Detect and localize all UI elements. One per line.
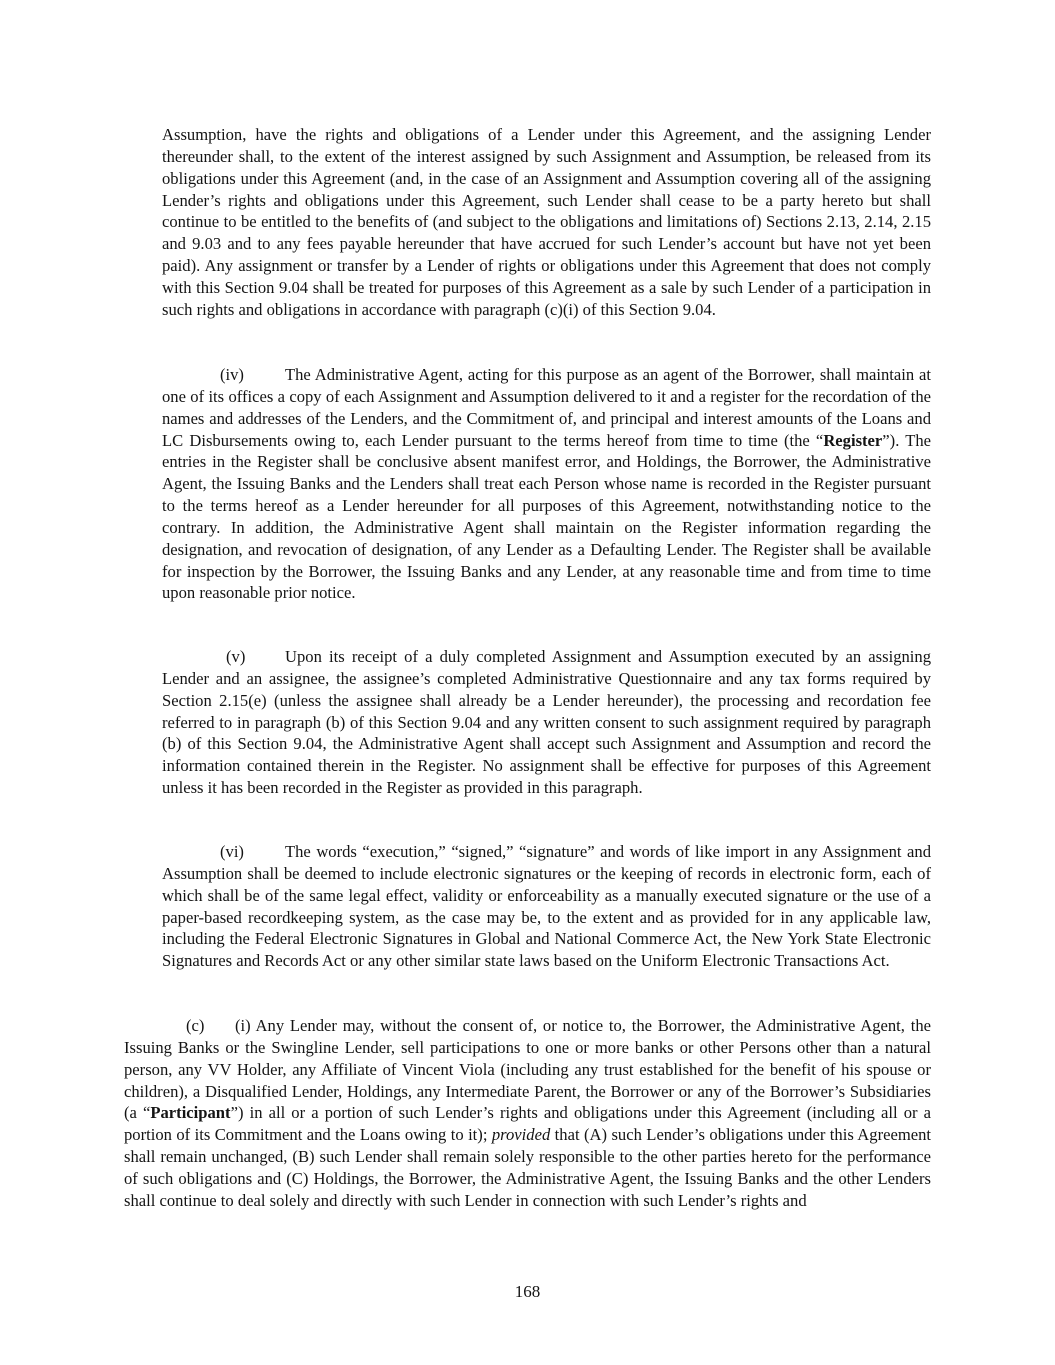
paragraph-v (162, 646, 931, 799)
paragraph-continuation-text: Assumption, have the rights and obligations of a Lender under this Agreement, and the assigning Lender thereunder shall, to the extent of the interest assigned by such Assignment and Assumption, be released from its obligations under this Agreement (and, in the case of an Assignment and Assumption covering all of the assigning Lender’s rights and obligations under this Agreement, such Lender shall cease to be a party hereto but shall continue to be entitled to the benefits of (and subject to the obligations and limitations of) Sections 2.13, 2.14, 2.15 and 9.03 and to any fees payable hereunder that have accrued for such Lender’s account but have not yet been paid). Any assignment or transfer by a Lender of rights or obligations under this Agreement that does not comply with this Section 9.04 shall be treated for purposes of this Agreement as a sale by such Lender of a participation in such rights and obligations in accordance with paragraph (c)(i) of this Section 9.04. (162, 125, 931, 319)
paragraph-iv-text-before: The Administrative Agent, acting for this purpose as an agent of the Borrower, shall maintain at one of its offices a copy of each Assignment and Assumption delivered to it and a register for the recordation of the names and addresses of the Lenders, and the Commitment of, and principal and interest amounts of the Loans and LC Disbursements owing to, each Lender pursuant to the terms hereof from time to time (the “ (162, 365, 931, 450)
paragraph-iv-label: (iv) (220, 365, 244, 384)
paragraph-c-text-after: that (A) such Lender’s obligations under this Agreement shall remain unchanged, (B) such Lender shall remain solely responsible to the other parties hereto for the performance of such obligations and (C) Holdings, the Borrower, the Administrative Agent, the Issuing Banks and the other Lenders shall continue to deal solely and directly with such Lender in connection with such Lender’s rights and (124, 1125, 932, 1210)
paragraph-vi-text: The words “execution,” “signed,” “signature” and words of like import in any Assignment and Assumption shall be deemed to include electronic signatures or the keeping of records in electronic form, each of which shall be of the same legal effect, validity or enforceability as a manually executed signature or the use of a paper-based recordkeeping system, as the case may be, to the extent and as provided for in any applicable law, including the Federal Electronic Signatures in Global and National Commerce Act, the New York State Electronic Signatures and Records Act or any other similar state laws based on the Uniform Electronic Transactions Act. (162, 842, 931, 971)
defined-term-participant: Participant (150, 1103, 231, 1123)
paragraph-iv-text-after: ”). The entries in the Register shall be conclusive absent manifest error, and Holdings, the Borrower, the Administrative Agent, the Issuing Banks and the Lenders shall treat each Person whose name is recorded in the Register pursuant to the terms hereof as a Lender hereunder for all purposes of this Agreement, notwithstanding notice to the contrary. In addition, the Administrative Agent shall maintain on the Register information regarding the designation, and revocation of designation, of any Lender as a Defaulting Lender. The Register shall be available for inspection by the Borrower, the Issuing Banks and any Lender, at any reasonable time and from time to time upon reasonable prior notice. (162, 430, 932, 603)
page-number: 168 (514, 1282, 541, 1301)
paragraph-v-label: (v) (226, 647, 246, 666)
paragraph-vi (162, 841, 931, 972)
paragraph-c-label: (c) (186, 1016, 205, 1035)
paragraph-v-text: Upon its receipt of a duly completed Assignment and Assumption executed by an assigning Lender and an assignee, the assignee’s completed Administrative Questionnaire and any tax forms required by Section 2.15(e) (unless the assignee shall already be a Lender hereunder), the processing and recordation fee referred to in paragraph (b) of this Section 9.04 and any written consent to such assignment required by paragraph (b) of this Section 9.04, the Administrative Agent shall accept such Assignment and Assumption and record the information contained therein in the Register. No assignment shall be effective for purposes of this Agreement unless it has been recorded in the Register as provided in this paragraph. (162, 647, 931, 798)
italic-provided: provided (491, 1125, 551, 1145)
paragraph-continuation (162, 124, 931, 321)
paragraph-c-text-before: (i) Any Lender may, without the consent of, or notice to, the Borrower, the Administrative Agent, the Issuing Banks or the Swingline Lender, sell participations to one or more banks or other Persons other than a natural person, any VV Holder, any Affiliate of Vincent Viola (including any trust established for the benefit of his spouse or children), a Disqualified Lender, Holdings, any Intermediate Parent, the Borrower or any of the Borrower’s Subsidiaries (a “ (124, 1016, 931, 1123)
paragraph-vi-label: (vi) (220, 842, 244, 861)
paragraph-c-text-middle: ”) in all or a portion of such Lender’s rights and obligations under this Agreement (including all or a portion of its Commitment and the Loans owing to it); (124, 1103, 931, 1145)
paragraph-c (124, 1015, 931, 1212)
defined-term-register: Register (823, 430, 883, 450)
paragraph-iv (162, 364, 931, 604)
